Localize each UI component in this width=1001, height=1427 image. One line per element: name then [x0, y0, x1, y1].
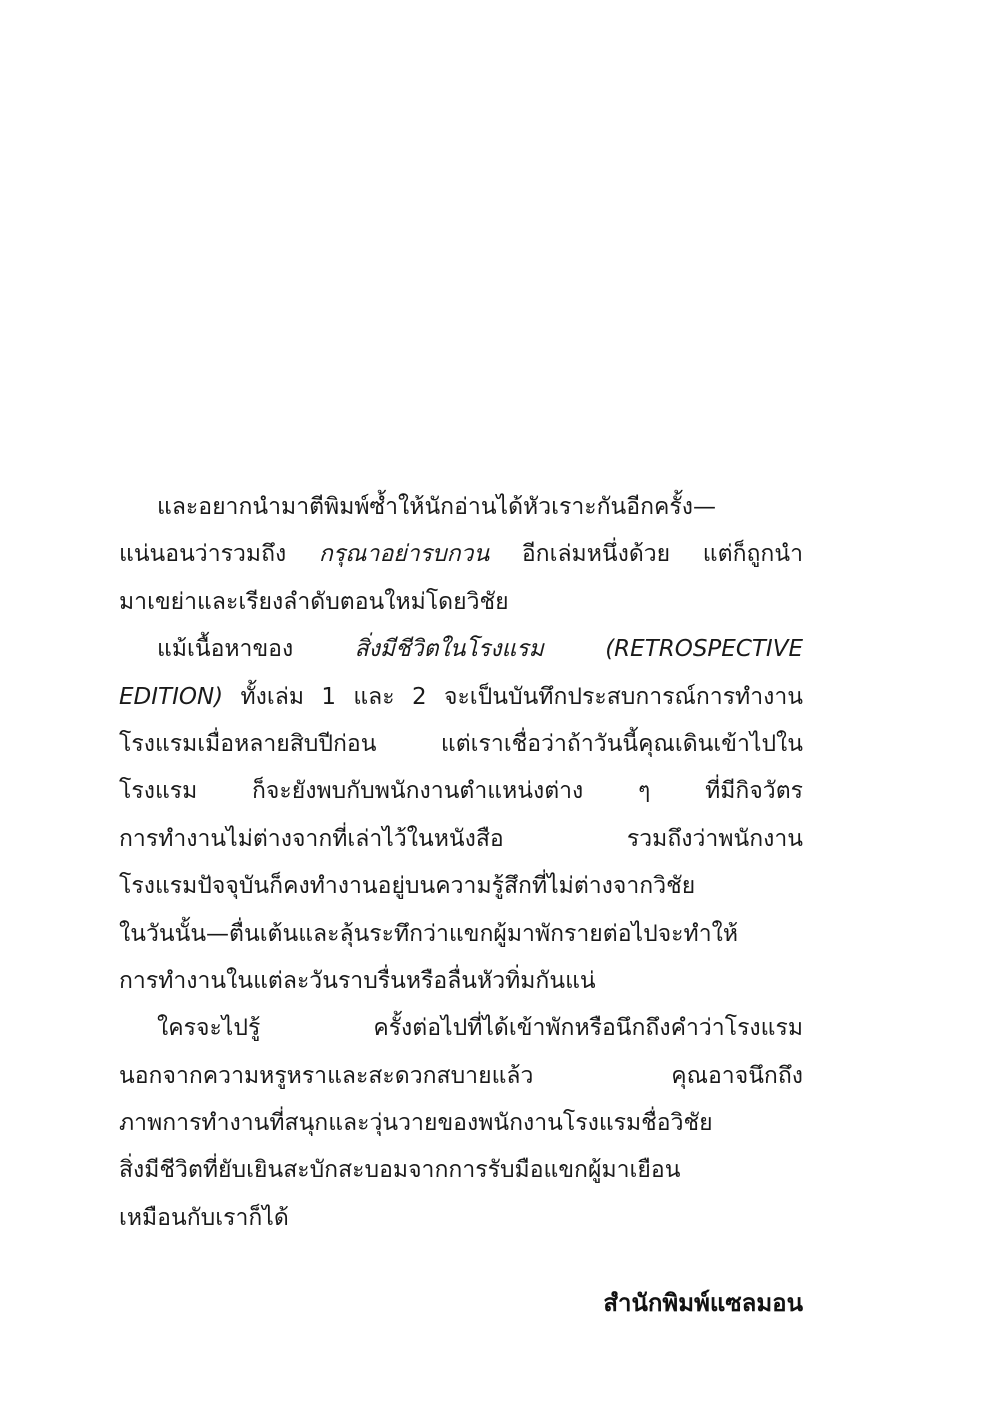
text-line	[119, 816, 803, 863]
text-line	[119, 484, 803, 531]
text-segment: ใครจะไปรู้ ครั้งต่อไปที่ได้เข้าพักหรือนึกถึงคำว่าโรงแรม	[157, 1015, 803, 1042]
text-line	[119, 911, 803, 958]
text-segment: การทำงานในแต่ละวันราบรื่นหรือลื่นหัวทิ่มกันแน่	[119, 967, 596, 994]
text-line	[119, 674, 803, 721]
text-segment: การทำงานไม่ต่างจากที่เล่าไว้ในหนังสือ รวมถึงว่าพนักงาน	[119, 825, 803, 852]
text-line	[119, 958, 803, 1005]
text-segment: ในวันนั้น—ตื่นเต้นและลุ้นระทึกว่าแขกผู้มาพักรายต่อไปจะทำให้	[119, 920, 739, 947]
italic-title: สิ่งมีชีวิตในโรงแรม (RETROSPECTIVE	[354, 636, 803, 663]
text-line	[119, 579, 803, 626]
text-segment: แน่นอนว่ารวมถึง	[119, 541, 319, 568]
italic-title: EDITION)	[119, 683, 224, 710]
text-segment: โรงแรม ก็จะยังพบกับพนักงานตำแหน่งต่าง ๆ ที่มีกิจวัตร	[119, 778, 803, 805]
text-segment: แม้เนื้อหาของ	[157, 636, 355, 663]
text-line	[119, 626, 803, 673]
text-line	[119, 768, 803, 815]
paragraph	[119, 626, 803, 1005]
text-line	[119, 1053, 803, 1100]
text-line	[119, 863, 803, 910]
text-line	[119, 1100, 803, 1147]
text-segment: และอยากนำมาตีพิมพ์ซ้ำให้นักอ่านได้หัวเราะกันอีกครั้ง—	[157, 494, 716, 520]
publisher-signature: สำนักพิมพ์แซลมอน	[603, 1289, 803, 1317]
paragraph	[119, 484, 803, 626]
italic-title: กรุณาอย่ารบกวน	[318, 541, 490, 568]
text-segment: ภาพการทำงานที่สนุกและวุ่นวายของพนักงานโรงแรมชื่อวิชัย	[119, 1110, 713, 1137]
text-segment: อีกเล่มหนึ่งด้วย แต่ก็ถูกนำ	[489, 541, 803, 568]
text-line	[119, 1005, 803, 1052]
text-segment: มาเขย่าและเรียงลำดับตอนใหม่โดยวิชัย	[119, 588, 509, 615]
text-segment: สิ่งมีชีวิตที่ยับเยินสะบักสะบอมจากการรับมือแขกผู้มาเยือน	[119, 1157, 681, 1184]
text-line	[119, 531, 803, 578]
text-line	[119, 1195, 803, 1242]
paragraph	[119, 1005, 803, 1242]
body-text	[119, 484, 803, 1242]
text-segment: นอกจากความหรูหราและสะดวกสบายแล้ว คุณอาจนึกถึง	[119, 1062, 803, 1089]
text-segment: โรงแรมเมื่อหลายสิบปีก่อน แต่เราเชื่อว่าถ้าวันนี้คุณเดินเข้าไปใน	[119, 730, 803, 757]
text-line	[119, 721, 803, 768]
text-line	[119, 1147, 803, 1194]
text-segment: ทั้งเล่ม 1 และ 2 จะเป็นบันทึกประสบการณ์การทำงาน	[223, 683, 803, 710]
text-segment: โรงแรมปัจจุบันก็คงทำงานอยู่บนความรู้สึกที่ไม่ต่างจากวิชัย	[119, 873, 696, 900]
text-segment: เหมือนกับเราก็ได้	[119, 1204, 289, 1231]
